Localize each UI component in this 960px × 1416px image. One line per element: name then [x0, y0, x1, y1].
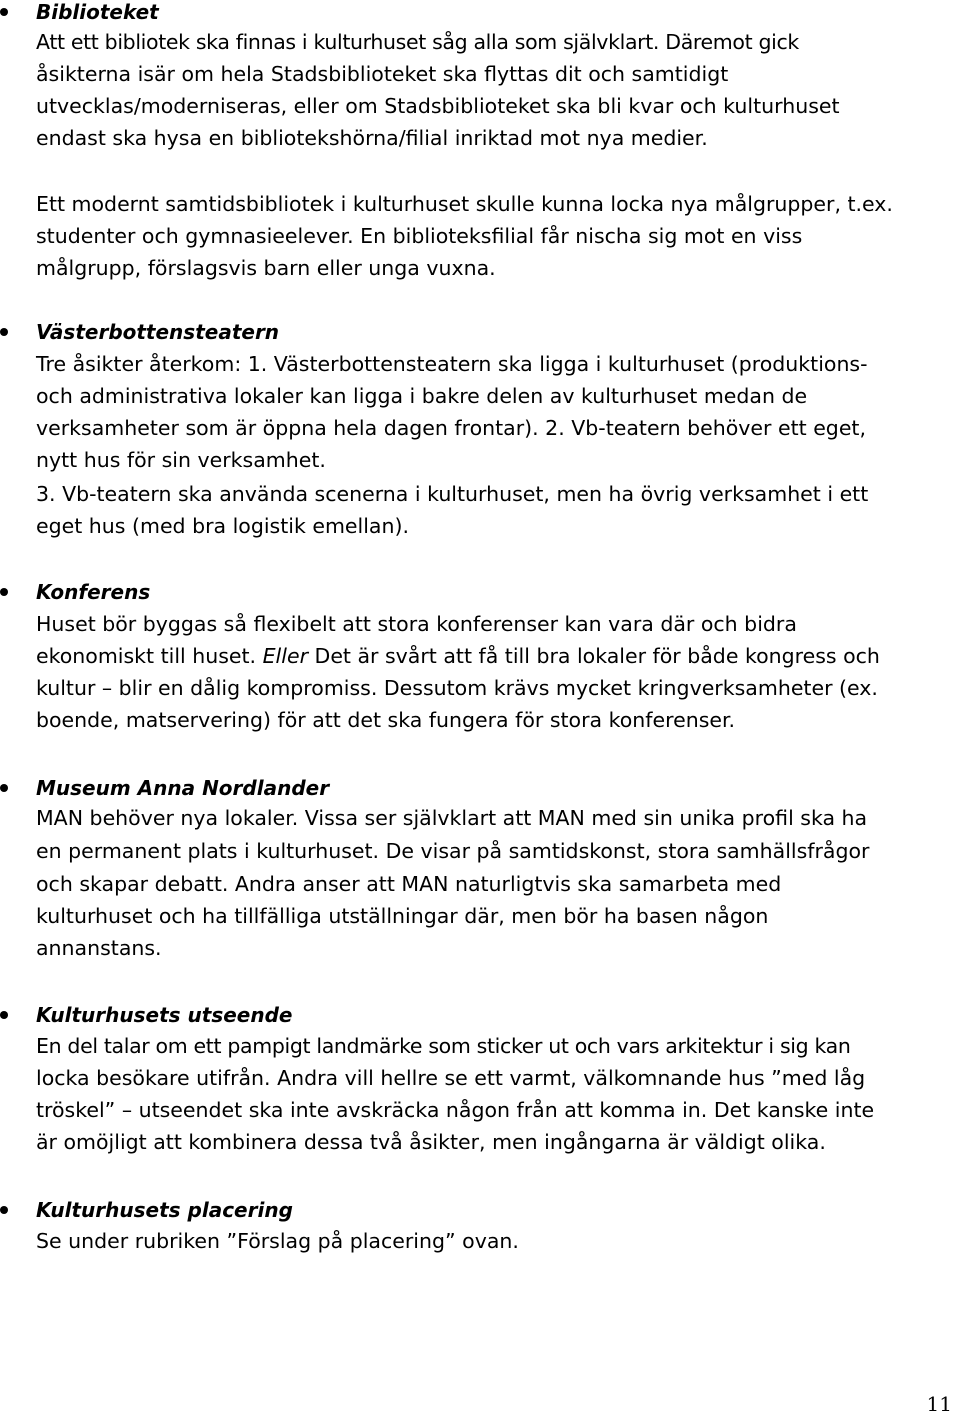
paragraph-line: en permanent plats i kulturhuset. De visar på samtidskonst, stora samhällsfrågor: [36, 839, 870, 863]
section-heading: Kulturhusets placering: [36, 1198, 293, 1222]
paragraph-line: är omöjligt att kombinera dessa två åsikter, men ingångarna är väldigt olika.: [36, 1130, 826, 1154]
bullet-icon: [0, 1011, 8, 1019]
bullet-icon: [0, 784, 8, 792]
paragraph-text: Det är svårt att få till bra lokaler för både kongress och: [314, 644, 880, 668]
paragraph-line: Ett modernt samtidsbibliotek i kulturhuset skulle kunna locka nya målgrupper, t.ex.: [36, 192, 893, 216]
paragraph-line: verksamheter som är öppna hela dagen frontar). 2. Vb-teatern behöver ett eget,: [36, 416, 866, 440]
paragraph-line: tröskel” – utseendet ska inte avskräcka någon från att komma in. Det kanske inte: [36, 1098, 875, 1122]
paragraph-line: 3. Vb-teatern ska använda scenerna i kulturhuset, men ha övrig verksamhet i ett: [36, 482, 869, 506]
paragraph-line: och skapar debatt. Andra anser att MAN naturligtvis ska samarbeta med: [36, 872, 782, 896]
paragraph-line: och administrativa lokaler kan ligga i bakre delen av kulturhuset medan de: [36, 384, 808, 408]
paragraph-line: Tre åsikter återkom: 1. Västerbottensteatern ska ligga i kulturhuset (produktions-: [36, 352, 868, 376]
paragraph-line: En del talar om ett pampigt landmärke som sticker ut och vars arkitektur i sig kan: [36, 1034, 851, 1058]
section-heading: Västerbottensteatern: [36, 320, 280, 344]
section-heading: Konferens: [36, 580, 151, 604]
section-heading: Museum Anna Nordlander: [36, 776, 330, 800]
paragraph-line: Se under rubriken ”Förslag på placering” ovan.: [36, 1229, 519, 1253]
paragraph-line: Att ett bibliotek ska finnas i kulturhuset såg alla som självklart. Däremot gick: [36, 30, 799, 54]
paragraph-line: Huset bör byggas så flexibelt att stora konferenser kan vara där och bidra: [36, 612, 797, 636]
emphasis-text: Eller: [262, 644, 308, 668]
paragraph-line: åsikterna isär om hela Stadsbiblioteket ska flyttas dit och samtidigt: [36, 62, 729, 86]
bullet-icon: [0, 8, 8, 16]
bullet-icon: [0, 328, 8, 336]
paragraph-line: locka besökare utifrån. Andra vill hellre se ett varmt, välkomnande hus ”med låg: [36, 1066, 866, 1090]
paragraph-line: utvecklas/moderniseras, eller om Stadsbiblioteket ska bli kvar och kulturhuset: [36, 94, 840, 118]
paragraph-line: nytt hus för sin verksamhet.: [36, 448, 326, 472]
paragraph-line: boende, matservering) för att det ska fungera för stora konferenser.: [36, 708, 736, 732]
paragraph-line: studenter och gymnasieelever. En biblioteksfilial får nischa sig mot en viss: [36, 224, 803, 248]
paragraph-line: endast ska hysa en bibliotekshörna/filial inriktad mot nya medier.: [36, 126, 708, 150]
paragraph-line: [36, 640, 880, 672]
paragraph-line: annanstans.: [36, 936, 162, 960]
bullet-icon: [0, 1206, 8, 1214]
paragraph-line: kulturhuset och ha tillfälliga utställningar där, men bör ha basen någon: [36, 904, 769, 928]
paragraph-text: ekonomiskt till huset.: [36, 644, 257, 668]
page-number: 11: [926, 1392, 952, 1416]
section-heading: Biblioteket: [36, 0, 159, 24]
paragraph-line: målgrupp, förslagsvis barn eller unga vuxna.: [36, 256, 496, 280]
bullet-icon: [0, 588, 8, 596]
paragraph-line: kultur – blir en dålig kompromiss. Dessutom krävs mycket kringverksamheter (ex.: [36, 676, 878, 700]
section-heading: Kulturhusets utseende: [36, 1003, 293, 1027]
paragraph-line: MAN behöver nya lokaler. Vissa ser självklart att MAN med sin unika profil ska ha: [36, 806, 868, 830]
paragraph-line: eget hus (med bra logistik emellan).: [36, 514, 410, 538]
